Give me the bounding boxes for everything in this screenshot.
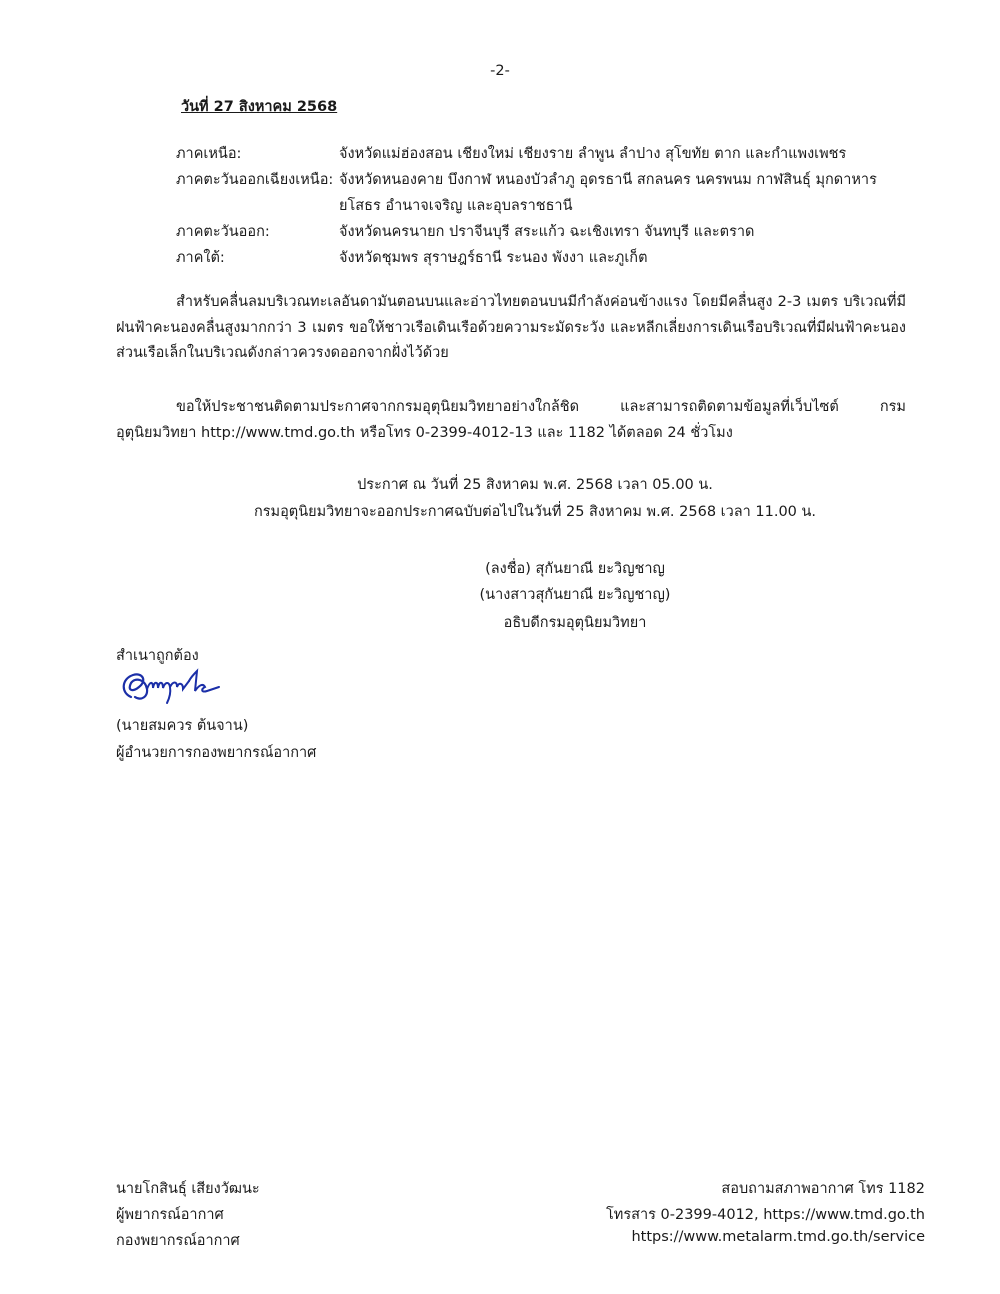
date-heading: วันที่ 27 สิงหาคม 2568 — [181, 99, 338, 115]
follow-paragraph: ขอให้ประชาชนติดตามประกาศจากกรมอุตุนิยมวิทยาอย่างใกล้ชิด และสามารถติดตามข้อมูลที่เว็บไซต์ กรมอุตุนิยมวิทยา http://www.tmd.go.th หรือโทร 0-2399-4012-13 และ 1182 ได้ตลอด 24 ชั่วโมง — [116, 399, 906, 441]
certified-name: (นายสมควร ต้นจาน) — [116, 718, 249, 734]
certified-label: สำเนาถูกต้อง — [116, 648, 199, 664]
contact-fax-web: โทรสาร 0-2399-4012, https://www.tmd.go.th — [606, 1207, 925, 1223]
region-label-northeast: ภาคตะวันออกเฉียงเหนือ: — [176, 172, 334, 188]
region-label-north: ภาคเหนือ: — [176, 146, 242, 162]
region-provinces-south: จังหวัดชุมพร สุราษฎร์ธานี ระนอง พังงา และภูเก็ต — [339, 250, 648, 266]
signatory-title: อธิบดีกรมอุตุนิยมวิทยา — [503, 615, 647, 631]
signatory-signed: (ลงชื่อ) สุกันยาณี ยะวิญชาญ — [485, 561, 665, 577]
region-provinces-east: จังหวัดนครนายก ปราจีนบุรี สระแก้ว ฉะเชิงเทรา จันทบุรี และตราด — [339, 224, 755, 240]
page-number: -2- — [490, 63, 510, 79]
region-label-south: ภาคใต้: — [176, 250, 225, 266]
forecaster-position: ผู้พยากรณ์อากาศ — [116, 1207, 224, 1223]
announcement-time: ประกาศ ณ วันที่ 25 สิงหาคม พ.ศ. 2568 เวลา 05.00 น. — [357, 477, 713, 493]
contact-phone: สอบถามสภาพอากาศ โทร 1182 — [721, 1181, 925, 1197]
region-label-east: ภาคตะวันออก: — [176, 224, 270, 240]
region-provinces-north: จังหวัดแม่ฮ่องสอน เชียงใหม่ เชียงราย ลำพูน ลำปาง สุโขทัย ตาก และกำแพงเพชร — [339, 146, 847, 162]
next-announcement: กรมอุตุนิยมวิทยาจะออกประกาศฉบับต่อไปในวันที่ 25 สิงหาคม พ.ศ. 2568 เวลา 11.00 น. — [253, 504, 817, 520]
region-provinces-northeast-cont: ยโสธร อำนาจเจริญ และอุบลราชธานี — [339, 198, 573, 214]
forecaster-name: นายโกสินธุ์ เสียงวัฒนะ — [116, 1181, 260, 1197]
signatory-full-name: (นางสาวสุกันยาณี ยะวิญชาญ) — [479, 587, 671, 603]
certified-title: ผู้อำนวยการกองพยากรณ์อากาศ — [116, 745, 317, 761]
region-provinces-northeast: จังหวัดหนองคาย บึงกาฬ หนองบัวลำภู อุดรธานี สกลนคร นครพนม กาฬสินธุ์ มุกดาหาร — [339, 172, 877, 188]
handwritten-signature — [117, 667, 222, 707]
contact-metalarm-link: https://www.metalarm.tmd.go.th/service — [631, 1229, 925, 1245]
wave-paragraph: สำหรับคลื่นลมบริเวณทะเลอันดามันตอนบนและอ่าวไทยตอนบนมีกำลังค่อนข้างแรง โดยมีคลื่นสูง 2-3 เมตร บริเวณที่มีฝนฟ้าคะนองคลื่นสูงมากกว่า 3 เมตร ขอให้ชาวเรือเดินเรือด้วยความระมัดระวัง และหลีกเลี่ยงการเดินเรือบริเวณที่มีฝนฟ้าคะนอง ส่วนเรือเล็กในบริเวณดังกล่าวควรงดออกจากฝั่งไว้ด้วย — [116, 294, 906, 361]
forecaster-division: กองพยากรณ์อากาศ — [116, 1233, 240, 1249]
